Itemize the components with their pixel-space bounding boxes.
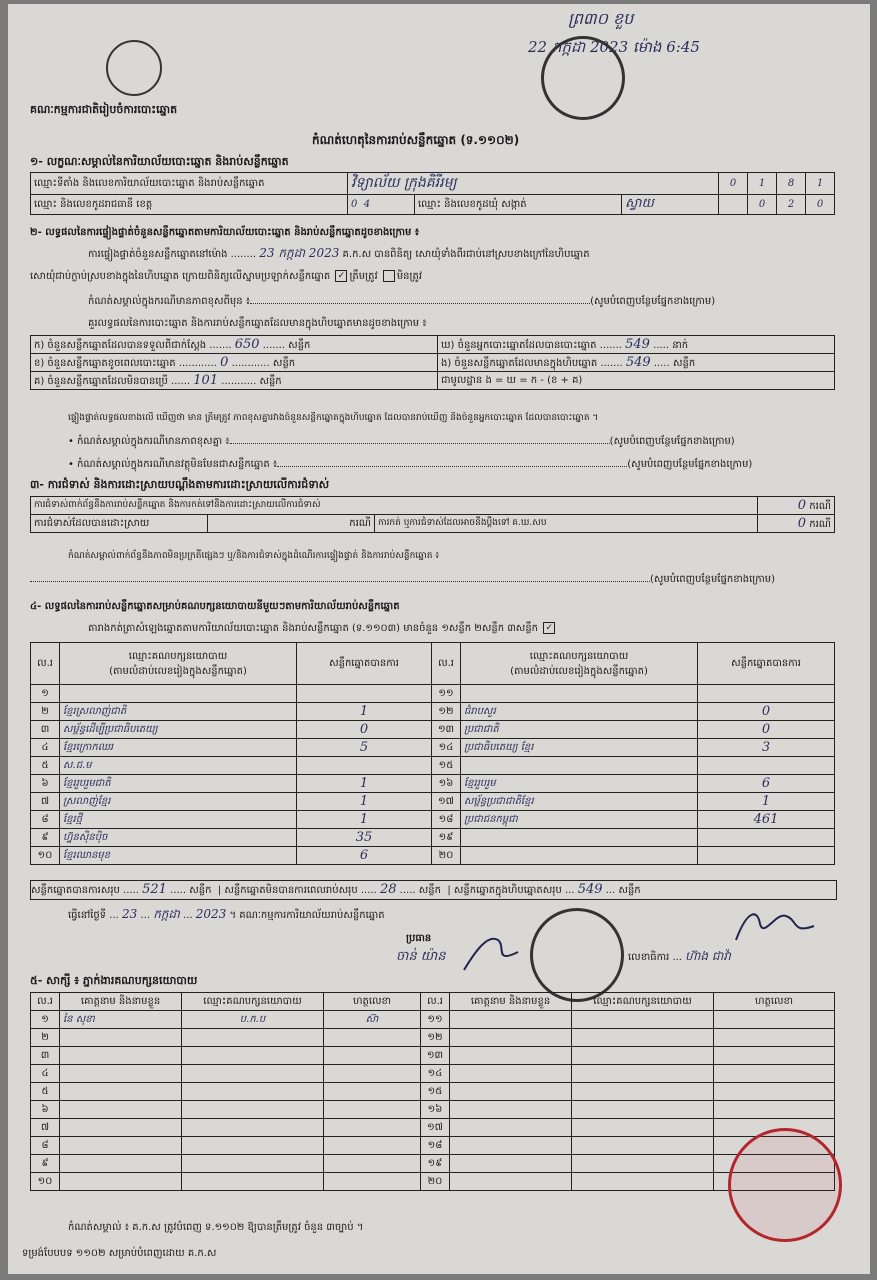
- section-3-note: កំណត់សម្គាល់ពាក់ព័ន្ធនឹងភាពមិនប្រក្រតីផ្សេងៗ ឬ/និងការជំទាស់ក្នុងដំណើរការផ្ទៀងផ្ទាត់ និងការរាប់សន្លឹកឆ្នោត ៖: [68, 551, 440, 561]
- party-name: ប្រជាជនកម្ពុជា: [461, 811, 698, 829]
- witness-no: ៥: [31, 1083, 60, 1101]
- witness-no: ៦: [31, 1101, 60, 1119]
- party-name: ខ្មែរថ្មី: [60, 811, 297, 829]
- objection-row-1: ការជំទាស់ពាក់ព័ន្ធនឹងការរាប់សន្លឹកឆ្នោត និងការកត់ទៅនឹងការដោះស្រាយលើការជំទាស់: [31, 497, 758, 515]
- party-no: ២: [31, 703, 60, 721]
- witness-name: [450, 1065, 572, 1083]
- witness-name: [60, 1083, 182, 1101]
- col-party-right: ឈ្មោះគណបក្សនយោបាយ (តាមលំដាប់លេខរៀងក្នុងសន្លឹកឆ្នោត): [461, 643, 698, 685]
- nec-emblem-icon: [106, 40, 162, 96]
- table-row: [31, 775, 835, 793]
- party-no: ៤: [31, 739, 60, 757]
- witness-no: ៨: [31, 1137, 60, 1155]
- objection-count-2: 0 ករណី: [758, 515, 835, 533]
- party-name: ប្រជាធិបតេយ្យ ខ្មែរ: [461, 739, 698, 757]
- results-intro: គួរលទ្ធផលនៃការបោះឆ្នោត និងការរាប់សន្លឹកឆ្នោតដែលមានក្នុងហិបឆ្នោតមានដូចខាងក្រោម ៖: [88, 318, 427, 329]
- w-col-sign-left: ហត្ថលេខា: [324, 993, 421, 1011]
- objection-resolved-label: ការជំទាស់ដែលបានដោះស្រាយ: [31, 515, 208, 533]
- witness-name: [450, 1173, 572, 1191]
- witness-party: [572, 1047, 714, 1065]
- witness-no: ៤: [31, 1065, 60, 1083]
- commune-digit-3: 0: [806, 195, 835, 215]
- witness-party: [182, 1119, 324, 1137]
- witness-table: [30, 992, 835, 1191]
- formula: ជាមូលដ្ឋាន ង = ឃ = ក - (ខ + គ): [438, 372, 835, 390]
- chair-label: ប្រធាន: [406, 933, 432, 944]
- commune-name: ស្វាយ: [622, 195, 719, 215]
- made-at-line: ធ្វើនៅថ្ងៃទី ... 23 ... កក្កដា ... 2023 ។ គណៈកម្មការការិយាល័យរាប់សន្លឹកឆ្នោត: [68, 907, 385, 921]
- table-row: [31, 1137, 835, 1155]
- witness-signature: [324, 1083, 421, 1101]
- party-no: ១៧: [432, 793, 461, 811]
- footer-note: កំណត់សម្គាល់ ៖ គ.ក.ស ត្រូវបំពេញ ទ.១១០២ ឱ្យបានត្រឹមត្រូវ ចំនួន ៣ច្បាប់ ។: [68, 1222, 364, 1233]
- party-votes: 5: [297, 739, 432, 757]
- party-name: [60, 685, 297, 703]
- party-votes: 3: [698, 739, 835, 757]
- count-ka: ក) ចំនួនសន្លឹកឆ្នោតដែលបានទទួលពីជាក់ស្តែង ....... 650 ....... សន្លឹក: [31, 336, 438, 354]
- count-ngo: ង) ចំនួនសន្លឹកឆ្នោតដែលមានក្នុងហិបឆ្នោត ....... 549 ..... សន្លឹក: [438, 354, 835, 372]
- witness-party: [182, 1083, 324, 1101]
- footer-form-label: ទម្រង់បែបបទ ១១០២ សម្រាប់បំពេញដោយ គ.ក.ស: [22, 1248, 217, 1259]
- party-votes: [698, 829, 835, 847]
- party-no: ២០: [432, 847, 461, 865]
- witness-signature: [324, 1173, 421, 1191]
- witness-signature: [324, 1047, 421, 1065]
- party-name: [461, 847, 698, 865]
- province-code: 0 4: [348, 195, 415, 215]
- table-row: [31, 685, 835, 703]
- party-name: [461, 829, 698, 847]
- witness-no: ១៩: [421, 1155, 450, 1173]
- party-name: [461, 685, 698, 703]
- party-no: ១៨: [432, 811, 461, 829]
- section-3-table: [30, 496, 835, 533]
- party-votes: 0: [698, 721, 835, 739]
- witness-no: ២០: [421, 1173, 450, 1191]
- witness-name: [60, 1173, 182, 1191]
- checkbox-yes[interactable]: ✓: [335, 270, 347, 282]
- witness-party: [182, 1137, 324, 1155]
- witness-name: [60, 1065, 182, 1083]
- party-votes-table: [30, 642, 835, 865]
- party-name: ខ្មែររួបរួមជាតិ: [60, 775, 297, 793]
- party-name: សម្ព័ន្ធដើម្បីប្រជាធិបតេយ្យ: [60, 721, 297, 739]
- party-name: ជំរាបសួរ: [461, 703, 698, 721]
- party-votes: 1: [297, 811, 432, 829]
- section-4-heading: ៤- លទ្ធផលនៃការរាប់សន្លឹកឆ្នោតសម្រាប់គណបក្សនយោបាយនីមួយៗតាមការិយាល័យរាប់សន្លឹកឆ្នោត: [30, 601, 400, 612]
- witness-no: ១៥: [421, 1083, 450, 1101]
- party-no: ១០: [31, 847, 60, 865]
- witness-name: នៃ សុខា: [60, 1011, 182, 1029]
- party-votes: 461: [698, 811, 835, 829]
- commune-digit-2: 2: [777, 195, 806, 215]
- section-2-heading: ២- លទ្ធផលនៃការផ្ទៀងផ្ទាត់ចំនួនសន្លឹកឆ្នោតតាមការិយាល័យបោះឆ្នោត និងរាប់សន្លឹកឆ្នោតដូចខាងក្រោម ៖: [30, 227, 420, 238]
- bullet-difference: • កំណត់សម្គាល់ក្នុងករណីមានភាពខុសគ្នា ៖ (សូមបំពេញបន្ថែមផ្នែកខាងក្រោម): [68, 436, 735, 447]
- official-stamp-top: [541, 36, 625, 120]
- w-col-no-right: ល.រ: [421, 993, 450, 1011]
- party-no: ៦: [31, 775, 60, 793]
- chair-signature-icon: [458, 930, 528, 976]
- party-name: សម្ព័ន្ធប្រជាជាតិខ្មែរ: [461, 793, 698, 811]
- witness-no: ១០: [31, 1173, 60, 1191]
- station-digit-3: 8: [777, 173, 806, 195]
- table-row: [31, 829, 835, 847]
- witness-signature: [324, 1065, 421, 1083]
- witness-party: [572, 1173, 714, 1191]
- witness-name: [60, 1155, 182, 1173]
- table-row: [31, 1083, 835, 1101]
- checkbox-no[interactable]: [383, 270, 395, 282]
- bullet-objects: • កំណត់សម្គាល់ក្នុងករណីមានវត្ថុមិនមែនជាសន្លឹកឆ្នោត ៖ (សូមបំពេញបន្ថែមផ្នែកខាងក្រោម): [68, 459, 753, 470]
- witness-name: [450, 1083, 572, 1101]
- totals-line: សន្លឹកឆ្នោតបានការសរុប ..... 521 ..... សន្លឹក | សន្លឹកឆ្នោតមិនបានការពេលរាប់សរុប ..... 28 ..... សន្លឹក | សន្លឹកឆ្នោតក្នុងហិបឆ្នោតសរុប ... 549 ... សន្លឹក: [30, 880, 837, 900]
- table-row: [31, 847, 835, 865]
- official-stamp-middle: [530, 908, 624, 1002]
- col-no-left: ល.រ: [31, 643, 60, 685]
- party-name: ខ្មែររួបរួម: [461, 775, 698, 793]
- party-votes: [698, 757, 835, 775]
- table-row: [31, 811, 835, 829]
- witness-no: ១១: [421, 1011, 450, 1029]
- org-name: គណៈកម្មការជាតិរៀបចំការបោះឆ្នោត: [30, 103, 178, 116]
- witness-name: [450, 1119, 572, 1137]
- col-no-right: ល.រ: [432, 643, 461, 685]
- witness-party: [182, 1101, 324, 1119]
- w-col-name-left: គោត្តនាម និងនាមខ្លួន: [60, 993, 182, 1011]
- party-name: ប្រជាជាតិ: [461, 721, 698, 739]
- witness-signature: [714, 1011, 835, 1029]
- witness-party: [572, 1101, 714, 1119]
- witness-name: [450, 1029, 572, 1047]
- party-no: ១៣: [432, 721, 461, 739]
- party-name: ខ្មែរឈានមុខ: [60, 847, 297, 865]
- witness-party: [182, 1047, 324, 1065]
- witness-signature: [324, 1119, 421, 1137]
- witness-no: ២: [31, 1029, 60, 1047]
- witness-signature: ស៊ា: [324, 1011, 421, 1029]
- location-label: ឈ្មោះទីតាំង និងលេខការិយាល័យបោះឆ្នោត និងរាប់សន្លឹកឆ្នោត: [31, 173, 348, 195]
- witness-name: [60, 1137, 182, 1155]
- section-1-heading: ១- លក្ខណៈសម្គាល់នៃការិយាល័យបោះឆ្នោត និងរាប់សន្លឹកឆ្នោត: [30, 155, 289, 168]
- party-votes: [698, 847, 835, 865]
- table-row: [31, 739, 835, 757]
- witness-name: [60, 1119, 182, 1137]
- section-1-table: [30, 172, 835, 215]
- witness-name: [450, 1011, 572, 1029]
- table-row: [31, 1047, 835, 1065]
- party-no: ៣: [31, 721, 60, 739]
- red-official-stamp: [728, 1128, 842, 1242]
- party-name: [461, 757, 698, 775]
- difference-note-line: កំណត់សម្គាល់ក្នុងករណីមានភាពខុសពីមុន ៖ (សូមបំពេញបន្ថែមផ្នែកខាងក្រោម): [88, 296, 716, 307]
- ballot-count-form: [8, 4, 870, 1274]
- w-col-party-right: ឈ្មោះគណបក្សនយោបាយ: [572, 993, 714, 1011]
- witness-no: ១៧: [421, 1119, 450, 1137]
- witness-name: [450, 1047, 572, 1065]
- witness-signature: [324, 1029, 421, 1047]
- party-no: ១២: [432, 703, 461, 721]
- table-row: [31, 1029, 835, 1047]
- party-name: ស្រលាញ់ខ្មែរ: [60, 793, 297, 811]
- location-value: វិទ្យាល័យ ក្រុងគិរីរម្យ: [348, 173, 719, 195]
- chair-name: ចាន់ យ៉ាន: [396, 949, 446, 964]
- w-col-sign-right: ហត្ថលេខា: [714, 993, 835, 1011]
- party-no: ៥: [31, 757, 60, 775]
- witness-name: [60, 1101, 182, 1119]
- station-digit-4: 1: [806, 173, 835, 195]
- w-col-name-right: គោត្តនាម និងនាមខ្លួន: [450, 993, 572, 1011]
- table-row: [31, 721, 835, 739]
- objection-resolved-unit: ករណី: [208, 515, 375, 533]
- table-row: [31, 1173, 835, 1191]
- party-name: ខ្មែរស្រលាញ់ជាតិ: [60, 703, 297, 721]
- witness-party: [572, 1065, 714, 1083]
- witness-no: ៧: [31, 1119, 60, 1137]
- witness-party: [182, 1155, 324, 1173]
- commune-label: ឈ្មោះ និងលេខកូដឃុំ សង្កាត់: [415, 195, 622, 215]
- witness-signature: [324, 1137, 421, 1155]
- party-votes: 6: [698, 775, 835, 793]
- section-3-note-fill: (សូមបំពេញបន្ថែមផ្នែកខាងក្រោម): [30, 574, 835, 586]
- section-5-heading: ៥- សាក្សី ៖ ភ្នាក់ងារគណបក្សនយោបាយ: [30, 974, 198, 987]
- party-name: ស.ជ.ម: [60, 757, 297, 775]
- party-no: ១៦: [432, 775, 461, 793]
- party-votes: 1: [297, 793, 432, 811]
- party-no: ៧: [31, 793, 60, 811]
- party-votes: [297, 685, 432, 703]
- count-ko: គ) ចំនួនសន្លឹកឆ្នោតដែលមិនបានប្រើ ...... 101 ........... សន្លឹក: [31, 372, 438, 390]
- col-votes-right: សន្លឹកឆ្នោតបានការ: [698, 643, 835, 685]
- party-votes: [698, 685, 835, 703]
- count-gho: ឃ) ចំនួនអ្នកបោះឆ្នោតដែលបានបោះឆ្នោត ....... 549 ..... នាក់: [438, 336, 835, 354]
- witness-party: [572, 1029, 714, 1047]
- commune-digit-1: 0: [748, 195, 777, 215]
- witness-party: [572, 1137, 714, 1155]
- sheet-count-checkbox[interactable]: ✓: [543, 622, 555, 634]
- witness-no: ១២: [421, 1029, 450, 1047]
- secretary-signature-icon: [728, 902, 818, 948]
- witness-party: [572, 1155, 714, 1173]
- party-name: ហ្វ៊ុនស៊ិនប៉ិច: [60, 829, 297, 847]
- witness-no: ១៦: [421, 1101, 450, 1119]
- party-votes: 1: [297, 775, 432, 793]
- witness-no: ១៤: [421, 1065, 450, 1083]
- witness-name: [450, 1101, 572, 1119]
- witness-party: [572, 1083, 714, 1101]
- objection-count-1: 0 ករណី: [758, 497, 835, 515]
- witness-name: [60, 1029, 182, 1047]
- witness-signature: [714, 1083, 835, 1101]
- station-digit-1: 0: [719, 173, 748, 195]
- table-row: [31, 1119, 835, 1137]
- party-no: ១៩: [432, 829, 461, 847]
- verify-line-2: សោយុំជាប់ក្លាប់ស្របខាងក្នុងនៃហិបឆ្នោត ក្រោយពិនិត្យលើស្នាមប្រឡាក់សន្លឹកឆ្នោត ✓ ត្រឹមត្រូវ មិនត្រូវ: [30, 271, 423, 282]
- witness-party: [572, 1011, 714, 1029]
- w-col-party-left: ឈ្មោះគណបក្សនយោបាយ: [182, 993, 324, 1011]
- table-row: [31, 1011, 835, 1029]
- station-digit-2: 1: [748, 173, 777, 195]
- table-row: [31, 1155, 835, 1173]
- secretary-line: លេខាធិការ ... ហ៊ាង ជាវ៉ា: [628, 949, 731, 963]
- witness-name: [60, 1047, 182, 1065]
- witness-party: [182, 1065, 324, 1083]
- party-name: ខ្មែរក្រោកឈរ: [60, 739, 297, 757]
- date-handwritten: 22 កក្កដា 2023 ម៉ោង 6:45: [528, 38, 700, 56]
- party-no: ១៥: [432, 757, 461, 775]
- section-2-counts-table: [30, 335, 835, 390]
- witness-signature: [714, 1065, 835, 1083]
- party-votes: [297, 757, 432, 775]
- witness-signature: [324, 1101, 421, 1119]
- witness-party: [182, 1173, 324, 1191]
- witness-no: ១៨: [421, 1137, 450, 1155]
- top-handwritten-note: ព្រ៣០ ខួប: [568, 9, 634, 28]
- witness-no: ១: [31, 1011, 60, 1029]
- party-votes: 1: [698, 793, 835, 811]
- party-no: ១: [31, 685, 60, 703]
- party-votes: 0: [297, 721, 432, 739]
- table-row: [31, 793, 835, 811]
- witness-signature: [714, 1047, 835, 1065]
- check-line: ផ្ទៀងផ្ទាត់លទ្ធផលខាងលើ ឃើញថា មាន ត្រឹមត្រូវ ភាពខុសគ្នារវាងចំនួនសន្លឹកឆ្នោតក្នុងហិបឆ្នោត ដែលបានរាប់ឃើញ និងចំនួនអ្នកបោះឆ្នោត ដែលបានបោះឆ្នោត ។: [68, 413, 599, 423]
- party-no: ១៤: [432, 739, 461, 757]
- witness-party: [182, 1029, 324, 1047]
- table-row: [31, 1101, 835, 1119]
- witness-name: [450, 1155, 572, 1173]
- form-title: កំណត់ហេតុនៃការរាប់សន្លឹកឆ្នោត (ទ.១១០២): [312, 133, 520, 147]
- verify-line-1: ការផ្ទៀងផ្ទាត់ចំនួនសន្លឹកឆ្នោតនៅម៉ោង ........ 23 កក្កដា 2023 គ.ក.ស បានពិនិត្យ សោយុំទាំងពីរជាប់នៅស្របខាងក្រៅនៃហិបឆ្នោត: [88, 246, 590, 260]
- witness-party: [572, 1119, 714, 1137]
- witness-no: ៩: [31, 1155, 60, 1173]
- witness-party: ប.ក.ប: [182, 1011, 324, 1029]
- count-kha: ខ) ចំនួនសន្លឹកឆ្នោតខូចពេលបោះឆ្នោត ............ 0 ............ សន្លឹក: [31, 354, 438, 372]
- table-row: [31, 703, 835, 721]
- witness-signature: [714, 1029, 835, 1047]
- witness-signature: [324, 1155, 421, 1173]
- party-votes: 0: [698, 703, 835, 721]
- witness-no: ១៣: [421, 1047, 450, 1065]
- section-4-sub: តារាងកត់ត្រាសំឡេងឆ្នោតតាមការិយាល័យបោះឆ្នោត និងរាប់សន្លឹកឆ្នោត (ទ.១១០៣) មានចំនួន ១សន្លឹក ២សន្លឹក ៣សន្លឹក ✓: [88, 622, 557, 635]
- col-votes-left: សន្លឹកឆ្នោតបានការ: [297, 643, 432, 685]
- section-3-heading: ៣- ការជំទាស់ និងការដោះស្រាយបណ្តឹងតាមការដោះស្រាយលើការជំទាស់: [30, 478, 330, 491]
- party-no: ៩: [31, 829, 60, 847]
- w-col-no-left: ល.រ: [31, 993, 60, 1011]
- party-votes: 35: [297, 829, 432, 847]
- witness-signature: [714, 1101, 835, 1119]
- objection-appeal-label: ការកត់ ឬការជំទាស់ដែលអាចនឹងប្តឹងទៅ គ.ឃ.សប: [375, 515, 758, 533]
- witness-no: ៣: [31, 1047, 60, 1065]
- party-votes: 6: [297, 847, 432, 865]
- witness-name: [450, 1137, 572, 1155]
- province-label: ឈ្មោះ និងលេខកូដរាជធានី ខេត្ត: [31, 195, 348, 215]
- col-party-left: ឈ្មោះគណបក្សនយោបាយ (តាមលំដាប់លេខរៀងក្នុងសន្លឹកឆ្នោត): [60, 643, 297, 685]
- table-row: [31, 757, 835, 775]
- party-votes: 1: [297, 703, 432, 721]
- table-row: [31, 1065, 835, 1083]
- party-no: ១១: [432, 685, 461, 703]
- party-no: ៨: [31, 811, 60, 829]
